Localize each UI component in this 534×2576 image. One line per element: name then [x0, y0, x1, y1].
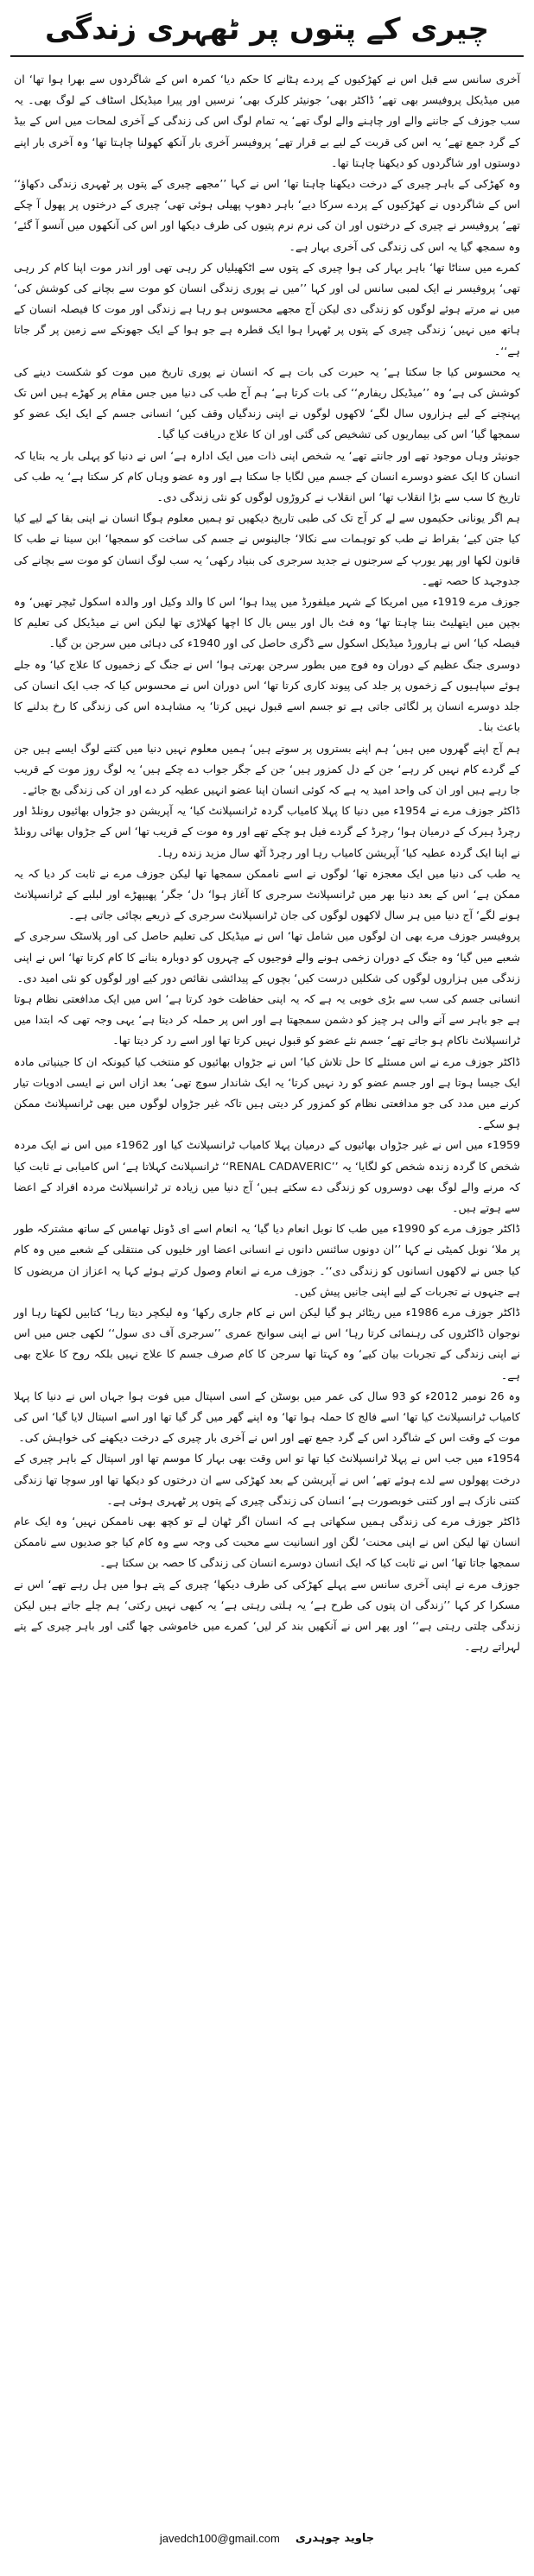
paragraph: ڈاکٹر جوزف مرے نے 1954ء میں دنیا کا پہلا کامیاب گردہ ٹرانسپلانٹ کیا‘ یہ آپریشن دو جڑواں بھائیوں رونلڈ اور رچرڈ ہیرک کے درمیان ہوا‘ رچرڈ کے گردے فیل ہو چکے تھے اور وہ موت کے قریب تھا‘ اس کے جڑواں بھائی رونلڈ نے اپنا ایک گردہ عطیہ کیا‘ آپریشن کامیاب رہا اور رچرڈ آٹھ سال مزید زندہ رہا۔	[14, 804, 520, 859]
paragraph: آخری سانس سے قبل اس نے کھڑکیوں کے پردے ہٹانے کا حکم دیا‘ کمرہ اس کے شاگردوں سے بھرا ہوا تھا‘ ان میں میڈیکل پروفیسر بھی تھے‘ ڈاکٹر بھی‘ جونیئر کلرک بھی‘ نرسیں اور پیرا میڈیکل اسٹاف کے لوگ بھی۔ یہ سب جوزف کے جاننے والے اور چاہنے والے لوگ تھے‘ یہ تمام لوگ اس کی زندگی کے آخری لمحات میں اس کے بیڈ کے گرد جمع تھے‘ یہ اس کی قربت کے لیے بے قرار تھے‘ پروفیسر آخری بار آنکھ کھولنا چاہتا تھا‘ وہ آخری بار اپنے دوستوں اور شاگردوں کو دیکھنا چاہتا تھا۔	[14, 73, 520, 169]
article-body	[0, 57, 534, 1657]
headline-bar	[10, 2, 524, 57]
paragraph: جوزف مرے 1919ء میں امریکا کے شہر میلفورڈ میں پیدا ہوا‘ اس کا والد وکیل اور والدہ اسکول ٹیچر تھیں‘ وہ بچپن میں ایتھلیٹ بننا چاہتا تھا‘ وہ فٹ بال اور بیس بال کا اچھا کھلاڑی تھا لیکن اس نے میڈیکل کی تعلیم کا فیصلہ کیا‘ اس نے ہارورڈ میڈیکل اسکول سے ڈگری حاصل کی اور 1940ء کی دہائی میں سرجن بن گیا۔	[14, 595, 520, 650]
paragraph: ڈاکٹر جوزف مرے کی زندگی ہمیں سکھاتی ہے کہ انسان اگر ٹھان لے تو کچھ بھی ناممکن نہیں‘ وہ ایک عام انسان تھا لیکن اس نے اپنی محنت‘ لگن اور انسانیت سے محبت کی وجہ سے وہ کام کیا جو صدیوں سے ناممکن سمجھا جاتا تھا‘ اس نے ثابت کیا کہ ایک انسان دوسرے انسان کی زندگی کا حصہ بن سکتا ہے۔	[14, 1515, 520, 1570]
paragraph: ڈاکٹر جوزف مرے نے اس مسئلے کا حل تلاش کیا‘ اس نے جڑواں بھائیوں کو منتخب کیا کیونکہ ان کا جینیاتی مادہ ایک جیسا ہوتا ہے اور جسم عضو کو رد نہیں کرتا‘ یہ ایک شاندار سوچ تھی‘ بعد ازاں اس نے ایسی ادویات تیار کرنے میں مدد کی جو مدافعتی نظام کو کمزور کر دیتی ہیں تاکہ غیر جڑواں لوگوں میں بھی ٹرانسپلانٹ ممکن ہو سکے۔	[14, 1054, 520, 1131]
paragraph: وہ 26 نومبر 2012ء کو 93 سال کی عمر میں بوسٹن کے اسی اسپتال میں فوت ہوا جہاں اس نے دنیا کا پہلا کامیاب ٹرانسپلانٹ کیا تھا‘ اسے فالج کا حملہ ہوا تھا‘ وہ اپنے گھر میں گر گیا تھا اور اسے اسپتال لایا گیا‘ اس کی موت کے وقت اس کے شاگرد اس کے گرد جمع تھے اور اس نے آخری بار چیری کے درخت دیکھنے کی خواہش کی۔	[14, 1389, 521, 1445]
paragraph: وہ کھڑکی کے باہر چیری کے درخت دیکھنا چاہتا تھا‘ اس نے کہا ’’مجھے چیری کے پتوں پر ٹھہری زندگی دکھاؤ‘‘ اس کے شاگردوں نے کھڑکیوں کے پردے سرکا دیے‘ باہر دھوپ پھیلی ہوئی تھی‘ چیری کے درختوں پر پھول آ چکے تھے‘ پروفیسر نے چیری کے درختوں اور ان کی نرم نرم پتیوں کی طرف دیکھا اور اس کی آنکھوں میں آنسو آ گئے‘ وہ سمجھ گیا یہ اس کی زندگی کی آخری بہار ہے۔	[14, 177, 520, 253]
byline	[0, 2532, 534, 2545]
paragraph: ہم اگر یونانی حکیموں سے لے کر آج تک کی طبی تاریخ دیکھیں تو ہمیں معلوم ہوگا انسان نے اپنی بقا کے لیے کیا کیا جتن کیے‘ بقراط نے طب کو توہمات سے نکالا‘ جالینوس نے جسم کی ساخت کو سمجھا‘ ابن سینا نے طب کا قانون لکھا اور پھر یورپ کے سرجنوں نے جدید سرجری کی بنیاد رکھی‘ یہ سب لوگ انسان کو موت سے بچانے کی جدوجہد کا حصہ تھے۔	[14, 511, 520, 587]
paragraph: ہم آج اپنے گھروں میں ہیں‘ ہم اپنے بستروں پر سوتے ہیں‘ ہمیں معلوم نہیں دنیا میں کتنے لوگ ایسے ہیں جن کے گردے کام نہیں کر رہے‘ جن کے دل کمزور ہیں‘ جن کے جگر جواب دے چکے ہیں‘ یہ لوگ روز موت کے قریب جا رہے ہیں اور ان کی واحد امید یہ ہے کہ کوئی انسان اپنا عضو انہیں عطیہ کر دے اور ان کی زندگی بچ جائے۔	[14, 741, 520, 796]
paragraph: 1954ء میں جب اس نے پہلا ٹرانسپلانٹ کیا تھا تو اس وقت بھی بہار کا موسم تھا اور اسپتال کے باہر چیری کے درخت پھولوں سے لدے ہوئے تھے‘ اس نے آپریشن کے بعد کھڑکی سے ان درختوں کو دیکھا تھا اور سوچا تھا زندگی کتنی نازک ہے اور کتنی خوبصورت ہے‘ انسان کی زندگی چیری کے پتوں پر ٹھہری ہوئی ہے۔	[14, 1452, 520, 1507]
author-name: جاوید چوہدری	[295, 2532, 375, 2545]
paragraph: کمرے میں سناٹا تھا‘ باہر بہار کی ہوا چیری کے پتوں سے اٹکھیلیاں کر رہی تھی اور اندر موت اپنا کام کر رہی تھی‘ پروفیسر نے ایک لمبی سانس لی اور کہا ’’میں نے پوری زندگی انسان کو موت سے بچانے کی کوشش کی‘ میں نے مرتے ہوئے لوگوں کو زندگی دی لیکن آج مجھے محسوس ہو رہا ہے زندگی اور موت کا فیصلہ انسان کے ہاتھ میں نہیں‘ زندگی چیری کے پتوں پر ٹھہرا ہوا ایک قطرہ ہے جو ہوا کے ایک جھونکے سے زمین پر گر جاتا ہے‘‘۔	[14, 260, 520, 358]
column-page	[0, 2, 534, 2576]
paragraph: جونیئر وہاں موجود تھے اور جانتے تھے‘ یہ شخص اپنی ذات میں ایک ادارہ ہے‘ اس نے دنیا کو پہلی بار یہ بتایا کہ انسان کا ایک عضو دوسرے انسان کے جسم میں لگایا جا سکتا ہے اور وہ عضو وہاں کام کر سکتا ہے‘ یہ طب کی تاریخ کا سب سے بڑا انقلاب تھا‘ اس انقلاب نے کروڑوں لوگوں کو نئی زندگی دی۔	[14, 448, 520, 504]
paragraph: ڈاکٹر جوزف مرے کو 1990ء میں طب کا نوبل انعام دیا گیا‘ یہ انعام اسے ای ڈونل تھامس کے ساتھ مشترکہ طور پر ملا‘ نوبل کمیٹی نے کہا ’’ان دونوں سائنس دانوں نے انسانی اعضا اور خلیوں کی منتقلی کے شعبے میں وہ کام کیا جس نے لاکھوں انسانوں کو زندگی دی‘‘۔ جوزف مرے نے انعام وصول کرتے ہوئے کہا یہ اعزاز ان مریضوں کا ہے جنہوں نے تجربات کے لیے اپنی جانیں پیش کیں۔	[14, 1222, 520, 1298]
paragraph: یہ طب کی دنیا میں ایک معجزہ تھا‘ لوگوں نے اسے ناممکن سمجھا تھا لیکن جوزف مرے نے ثابت کر دیا کہ یہ ممکن ہے‘ اس کے بعد دنیا بھر میں ٹرانسپلانٹ سرجری کا آغاز ہوا‘ دل‘ جگر‘ پھیپھڑے اور لبلبے کے ٹرانسپلانٹ ہونے لگے‘ آج دنیا میں ہر سال لاکھوں لوگوں کی جان ٹرانسپلانٹ سرجری کے ذریعے بچائی جاتی ہے۔	[14, 866, 520, 922]
paragraph: ڈاکٹر جوزف مرے 1986ء میں ریٹائر ہو گیا لیکن اس نے کام جاری رکھا‘ وہ لیکچر دیتا رہا‘ کتابیں لکھتا رہا اور نوجوان ڈاکٹروں کی رہنمائی کرتا رہا‘ اس نے اپنی سوانح عمری ’’سرجری آف دی سول‘‘ لکھی جس میں اس نے اپنی زندگی کے تجربات بیان کیے‘ وہ کہتا تھا سرجن کا کام صرف جسم کا علاج نہیں بلکہ روح کا علاج بھی ہے۔	[14, 1305, 520, 1382]
paragraph: جوزف مرے نے اپنی آخری سانس سے پہلے کھڑکی کی طرف دیکھا‘ چیری کے پتے ہوا میں ہل رہے تھے‘ اس نے مسکرا کر کہا ’’زندگی ان پتوں کی طرح ہے‘ یہ ہلتی رہتی ہے‘ یہ کبھی نہیں رکتی‘ ہم چلے جاتے ہیں لیکن زندگی چلتی رہتی ہے‘‘ اور پھر اس نے آنکھیں بند کر لیں‘ کمرے میں خاموشی چھا گئی اور باہر چیری کے پتے لہراتے رہے۔	[14, 1577, 520, 1654]
paragraph: انسانی جسم کی سب سے بڑی خوبی یہ ہے کہ یہ اپنی حفاظت خود کرتا ہے‘ اس میں ایک مدافعتی نظام ہوتا ہے جو باہر سے آنے والی ہر چیز کو دشمن سمجھتا ہے اور اس پر حملہ کر دیتا ہے‘ یہی وجہ تھی کہ ابتدا میں ٹرانسپلانٹ ناکام ہو جاتے تھے‘ جسم نئے عضو کو قبول نہیں کرتا تھا اور اسے رد کر دیتا تھا۔	[14, 991, 520, 1047]
paragraph: پروفیسر جوزف مرے بھی ان لوگوں میں شامل تھا‘ اس نے میڈیکل کی تعلیم حاصل کی اور پلاسٹک سرجری کے شعبے میں گیا‘ وہ جنگ کے دوران زخمی ہونے والے فوجیوں کے چہروں کو دوبارہ بنانے کا کام کرتا تھا‘ اس نے اپنی زندگی میں ہزاروں لوگوں کی شکلیں درست کیں‘ بچوں کے پیدائشی نقائص دور کیے اور لوگوں کو نئی امید دی۔	[14, 929, 520, 984]
author-email[interactable]: javedch100@gmail.com	[159, 2532, 280, 2545]
paragraph: 1959ء میں اس نے غیر جڑواں بھائیوں کے درمیان پہلا کامیاب ٹرانسپلانٹ کیا اور 1962ء میں اس نے ایک مردہ شخص کا گردہ زندہ شخص کو لگایا‘ یہ ’’RENAL CADAVERIC‘‘ ٹرانسپلانٹ کہلاتا ہے‘ اس کامیابی نے ثابت کیا کہ مرنے والے لوگ بھی دوسروں کو زندگی دے سکتے ہیں‘ آج دنیا میں زیادہ تر ٹرانسپلانٹ مردہ افراد کے اعضا سے ہوتے ہیں۔	[14, 1138, 520, 1214]
headline: چیری کے پتوں پر ٹھہری زندگی	[44, 11, 490, 47]
paragraph: دوسری جنگ عظیم کے دوران وہ فوج میں بطور سرجن بھرتی ہوا‘ اس نے جنگ کے زخمیوں کا علاج کیا‘ وہ جلے ہوئے سپاہیوں کے زخموں پر جلد کی پیوند کاری کرتا تھا‘ اس دوران اس نے محسوس کیا کہ جب ایک انسان کی جلد دوسرے انسان پر لگائی جاتی ہے تو جسم اسے قبول نہیں کرتا‘ یہ مشاہدہ اس کی زندگی کا رخ بدلنے کا باعث بنا۔	[14, 657, 520, 734]
paragraph: یہ محسوس کیا جا سکتا ہے‘ یہ حیرت کی بات ہے کہ انسان نے پوری تاریخ میں موت کو شکست دینے کی کوشش کی ہے‘ وہ ’’میڈیکل ریفارم‘‘ کی بات کرتا ہے‘ ہم آج طب کی دنیا میں جس مقام پر کھڑے ہیں اس تک پہنچنے کے لیے ہزاروں سال لگے‘ لاکھوں لوگوں نے اپنی زندگیاں وقف کیں‘ انسانی جسم کے ایک ایک عضو کو سمجھا گیا‘ اس کی بیماریوں کی تشخیص کی گئی اور ان کا علاج دریافت کیا گیا۔	[14, 364, 520, 441]
